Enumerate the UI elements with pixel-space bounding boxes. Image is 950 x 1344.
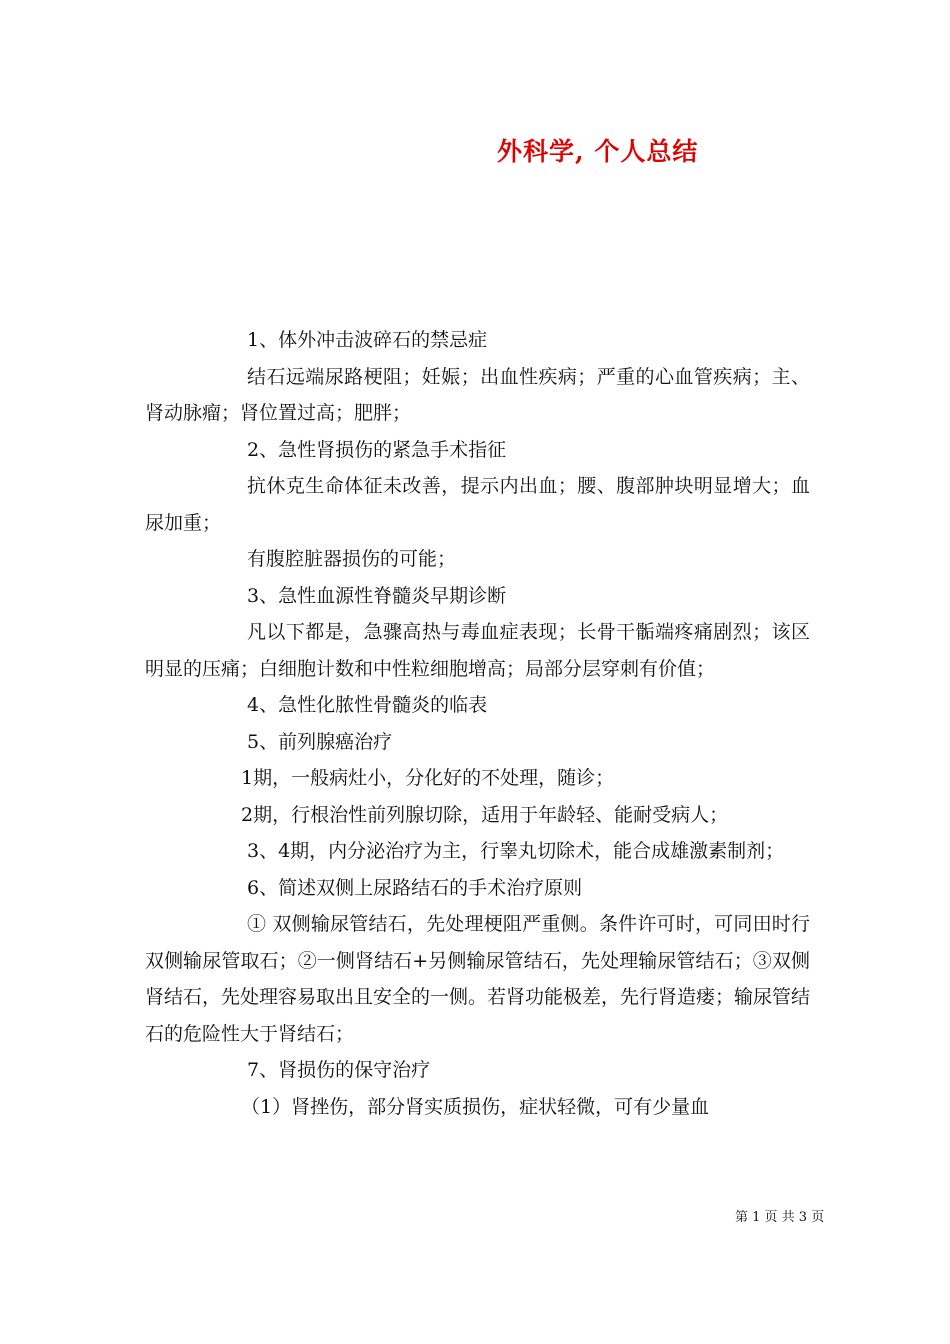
paragraph-heading-5: 5、前列腺癌治疗: [247, 730, 393, 753]
paragraph-heading-6: 6、简述双侧上尿路结石的手术治疗原则: [247, 876, 583, 899]
page-footer: 第 1 页 共 3 页: [735, 1210, 825, 1225]
paragraph: 2期，行根治性前列腺切除，适用于年龄轻、能耐受病人；: [241, 803, 729, 826]
paragraph-heading-2: 2、急性肾损伤的紧急手术指征: [247, 438, 507, 461]
document-body: [145, 322, 810, 1125]
paragraph: 3、4期，内分泌治疗为主，行睾丸切除术，能合成雄激素制剂；: [247, 840, 785, 862]
paragraph-heading-1: 1、体外冲击波碎石的禁忌症: [247, 329, 488, 351]
paragraph: （1）肾挫伤，部分肾实质损伤，症状轻微，可有少量血: [241, 1095, 710, 1118]
paragraph: 结石远端尿路梗阻；妊娠；出血性疾病；严重的心血管疾病；主、肾动脉瘤；肾位置过高；肥胖；: [145, 365, 810, 424]
paragraph: 有腹腔脏器损伤的可能；: [247, 548, 457, 570]
paragraph-heading-7: 7、肾损伤的保守治疗: [247, 1059, 431, 1081]
paragraph-heading-3: 3、急性血源性脊髓炎早期诊断: [247, 584, 507, 607]
paragraph: 凡以下都是，急骤高热与毒血症表现；长骨干骺端疼痛剧烈；该区明显的压痛；白细胞计数和中性粒细胞增高；局部分层穿刺有价值；: [145, 621, 810, 680]
paragraph: 1期，一般病灶小，分化好的不处理，随诊；: [241, 767, 615, 789]
paragraph-heading-4: 4、急性化脓性骨髓炎的临表: [247, 694, 488, 716]
paragraph: 抗休克生命体征未改善，提示内出血；腰、腹部肿块明显增大；血尿加重；: [145, 475, 810, 534]
page-title: 外科学, 个人总结: [497, 137, 699, 166]
paragraph: ① 双侧输尿管结石，先处理梗阻严重侧。条件许可时，可同田时行双侧输尿管取石；②一侧肾结石+另侧输尿管结石，先处理输尿管结石；③双侧肾结石，先处理容易取出且安全的一侧。若肾功能极差，先行肾造瘘；输尿管结石的危险性大于肾结石；: [145, 913, 811, 1045]
